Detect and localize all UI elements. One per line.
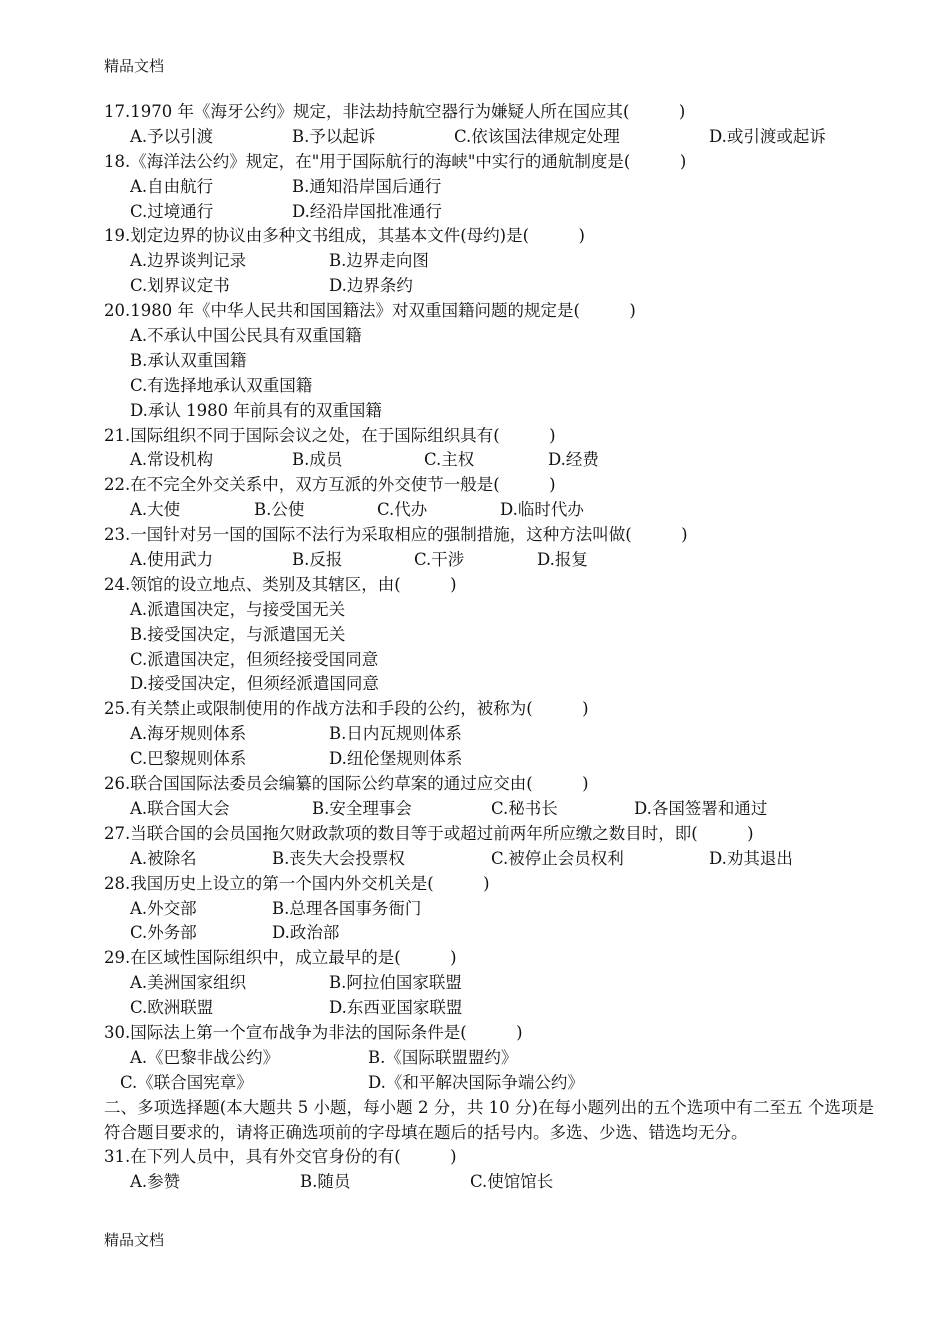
question-stem-line	[104, 872, 874, 897]
answer-option: D.承认 1980 年前具有的双重国籍	[130, 400, 382, 420]
question-stem: 30.国际法上第一个宣布战争为非法的国际条件是( )	[104, 1022, 523, 1042]
question-stem-line	[104, 473, 874, 498]
question-stem-line	[104, 100, 874, 125]
answer-option: B.成员	[292, 450, 343, 470]
answer-option: B.总理各国事务衙门	[272, 898, 422, 918]
answer-option: C.干涉	[414, 550, 465, 570]
option-line	[104, 498, 874, 523]
answer-option: C.被停止会员权利	[491, 848, 624, 868]
answer-option: A.大使	[130, 500, 181, 520]
answer-option: A.常设机构	[130, 450, 214, 470]
option-line	[104, 324, 874, 349]
answer-option: A.不承认中国公民具有双重国籍	[130, 326, 362, 346]
question-stem-line	[104, 523, 874, 548]
question-stem: 29.在区域性国际组织中，成立最早的是( )	[104, 948, 457, 968]
answer-option: C.巴黎规则体系	[130, 749, 247, 769]
answer-option: A.派遣国决定，与接受国无关	[130, 599, 346, 619]
question-stem-line	[104, 224, 874, 249]
option-line	[104, 548, 874, 573]
answer-option: A.美洲国家组织	[130, 973, 247, 993]
option-line	[104, 1046, 874, 1071]
answer-option: C.派遣国决定，但须经接受国同意	[130, 649, 379, 669]
answer-option: D.经沿岸国批准通行	[292, 201, 442, 221]
answer-option: D.临时代办	[500, 500, 584, 520]
answer-option: B.予以起诉	[292, 126, 376, 146]
option-line	[104, 797, 874, 822]
answer-option: B.公使	[254, 500, 305, 520]
question-stem-line	[104, 946, 874, 971]
option-line	[104, 349, 874, 374]
answer-option: D.纽伦堡规则体系	[329, 749, 463, 769]
option-line	[104, 648, 874, 673]
question-stem: 22.在不完全外交关系中，双方互派的外交使节一般是( )	[104, 475, 556, 495]
answer-option: C.外务部	[130, 923, 197, 943]
option-line	[104, 448, 874, 473]
answer-option: A.外交部	[130, 898, 197, 918]
answer-option: D.各国签署和通过	[634, 798, 768, 818]
answer-option: B.通知沿岸国后通行	[292, 176, 442, 196]
answer-option: A.予以引渡	[130, 126, 214, 146]
answer-option: C.秘书长	[491, 798, 558, 818]
question-stem: 23.一国针对另一国的国际不法行为采取相应的强制措施，这种方法叫做( )	[104, 525, 688, 545]
answer-option: D.边界条约	[329, 276, 413, 296]
option-line	[104, 996, 874, 1021]
answer-option: D.东西亚国家联盟	[329, 998, 463, 1018]
answer-option: A.自由航行	[130, 176, 214, 196]
question-stem-line	[104, 772, 874, 797]
answer-option: D.报复	[537, 550, 588, 570]
answer-option: A.被除名	[130, 848, 197, 868]
question-31-stem	[104, 1145, 874, 1170]
question-stem-line	[104, 822, 874, 847]
answer-option: A.《巴黎非战公约》	[130, 1047, 280, 1067]
answer-option: C.使馆馆长	[470, 1172, 554, 1192]
question-stem: 26.联合国国际法委员会编纂的国际公约草案的通过应交由( )	[104, 774, 589, 794]
answer-option: D.《和平解决国际争端公约》	[368, 1072, 584, 1092]
option-line	[104, 374, 874, 399]
answer-option: A.联合国大会	[130, 798, 230, 818]
answer-option: C.划界议定书	[130, 276, 230, 296]
option-line	[104, 897, 874, 922]
answer-option: A.海牙规则体系	[130, 724, 247, 744]
answer-option: C.《联合国宪章》	[120, 1072, 253, 1092]
question-stem: 18.《海洋法公约》规定，在"用于国际航行的海峡"中实行的通航制度是( )	[104, 151, 687, 171]
question-stem: 31.在下列人员中，具有外交官身份的有( )	[104, 1147, 457, 1167]
option-line	[104, 623, 874, 648]
answer-option: B.丧失大会投票权	[272, 848, 405, 868]
question-stem: 19.划定边界的协议由多种文书组成，其基本文件(母约)是( )	[104, 226, 585, 246]
answer-option: D.劝其退出	[709, 848, 793, 868]
answer-option: A.边界谈判记录	[130, 251, 247, 271]
answer-option: C.主权	[424, 450, 475, 470]
page-header: 精品文档	[104, 57, 165, 75]
question-stem: 28.我国历史上设立的第一个国内外交机关是( )	[104, 873, 490, 893]
answer-option: B.承认双重国籍	[130, 350, 247, 370]
option-line	[104, 847, 874, 872]
answer-option: B.边界走向图	[329, 251, 429, 271]
page-footer: 精品文档	[104, 1231, 165, 1249]
question-stem-line	[104, 150, 874, 175]
question-stem-line	[104, 697, 874, 722]
answer-option: B.反报	[292, 550, 343, 570]
option-line	[104, 971, 874, 996]
option-line	[104, 175, 874, 200]
answer-option: A.参赞	[130, 1172, 181, 1192]
answer-option: D.或引渡或起诉	[709, 126, 826, 146]
answer-option: D.政治部	[272, 923, 340, 943]
answer-option: A.使用武力	[130, 550, 214, 570]
answer-option: B.接受国决定，与派遣国无关	[130, 624, 346, 644]
answer-option: C.过境通行	[130, 201, 214, 221]
option-line	[104, 399, 874, 424]
option-line	[104, 722, 874, 747]
question-stem: 20.1980 年《中华人民共和国国籍法》对双重国籍问题的规定是( )	[104, 301, 636, 321]
option-line	[104, 125, 874, 150]
question-stem: 25.有关禁止或限制使用的作战方法和手段的公约，被称为( )	[104, 699, 589, 719]
option-line	[104, 747, 874, 772]
answer-option: D.经费	[548, 450, 599, 470]
question-stem: 24.领馆的设立地点、类别及其辖区，由( )	[104, 574, 457, 594]
question-stem: 21.国际组织不同于国际会议之处，在于国际组织具有( )	[104, 425, 556, 445]
option-line	[104, 672, 874, 697]
answer-option: B.随员	[300, 1172, 351, 1192]
option-line	[104, 249, 874, 274]
question-list	[104, 100, 874, 1195]
question-stem-line	[104, 299, 874, 324]
answer-option: B.日内瓦规则体系	[329, 724, 462, 744]
answer-option: C.依该国法律规定处理	[454, 126, 620, 146]
answer-option: B.《国际联盟盟约》	[368, 1047, 518, 1067]
option-line	[104, 921, 874, 946]
answer-option: C.代办	[377, 500, 428, 520]
question-stem: 17.1970 年《海牙公约》规定，非法劫持航空器行为嫌疑人所在国应其( )	[104, 102, 686, 121]
answer-option: B.安全理事会	[312, 798, 412, 818]
option-line	[104, 598, 874, 623]
question-stem-line	[104, 573, 874, 598]
question-stem: 27.当联合国的会员国拖欠财政款项的数目等于或超过前两年所应缴之数目时，即( )	[104, 823, 754, 843]
answer-option: B.阿拉伯国家联盟	[329, 973, 462, 993]
question-stem-line	[104, 1021, 874, 1046]
answer-option: C.有选择地承认双重国籍	[130, 375, 313, 395]
option-line	[104, 200, 874, 225]
option-line	[104, 1170, 874, 1195]
section-2-instructions: 二、多项选择题(本大题共 5 小题，每小题 2 分，共 10 分)在每小题列出的五个选项中有二至五 个选项是符合题目要求的，请将正确选项前的字母填在题后的括号内。多选、少选、错选均无分。	[104, 1097, 874, 1142]
answer-option: D.接受国决定，但须经派遣国同意	[130, 674, 379, 694]
option-line	[104, 274, 874, 299]
option-line	[104, 1071, 874, 1096]
question-stem-line	[104, 424, 874, 449]
answer-option: C.欧洲联盟	[130, 998, 214, 1018]
